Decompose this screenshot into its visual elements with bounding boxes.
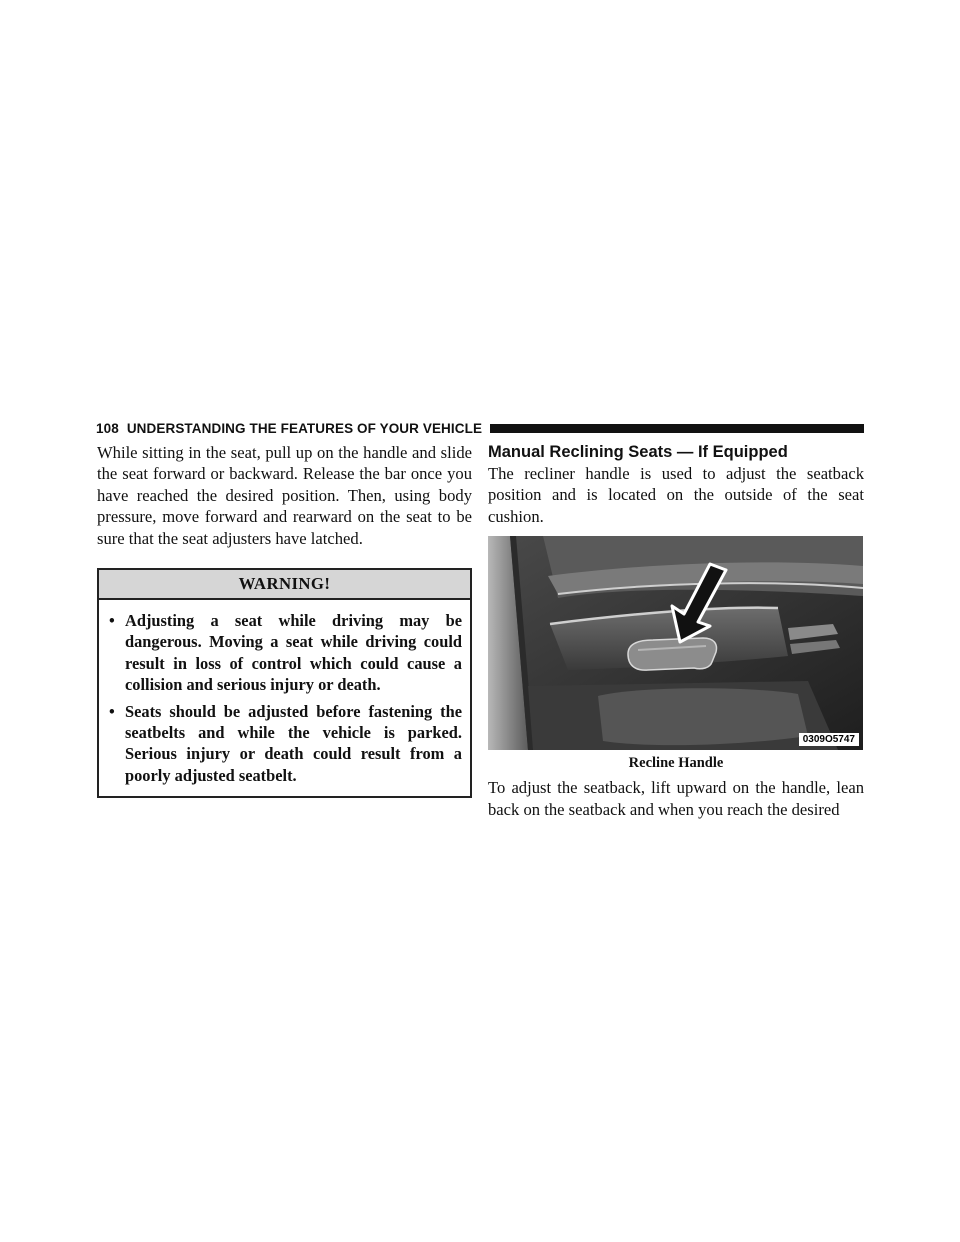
page-header <box>96 418 864 438</box>
section-heading: Manual Reclining Seats — If Equipped <box>488 443 788 461</box>
warning-item-text: Seats should be adjusted before fastening the seatbelts and while the vehicle is parked. Serious injury or death could result from a poorly adjusted seatbelt. <box>125 701 462 785</box>
figure-caption: Recline Handle <box>628 755 724 772</box>
warning-header <box>99 570 470 600</box>
figure-code: 0309O5747 <box>799 733 859 746</box>
intro-paragraph: While sitting in the seat, pull up on the handle and slide the seat forward or backward. Release the bar once you have reached the desired position. Then, using body pressure, move forward and rearward on the seat to be sure that the seat adjusters have latched. <box>97 443 472 548</box>
page-number: 108 <box>96 420 119 436</box>
recline-instructions: To adjust the seatback, lift upward on the handle, lean back on the seatback and when you reach the desired <box>488 778 864 819</box>
bullet-icon: • <box>109 701 115 721</box>
recline-handle-figure <box>488 536 863 750</box>
recliner-intro-paragraph: The recliner handle is used to adjust the seatback position and is located on the outside of the seat cushion. <box>488 464 864 526</box>
warning-list <box>99 600 470 796</box>
running-title: UNDERSTANDING THE FEATURES OF YOUR VEHICLE <box>126 420 483 436</box>
warning-item <box>109 610 462 696</box>
warning-title: WARNING! <box>238 574 331 594</box>
bullet-icon: • <box>109 611 115 631</box>
warning-item-text: Adjusting a seat while driving may be dangerous. Moving a seat while driving could result in loss of control which could cause a collision and serious injury or death. <box>125 611 462 695</box>
left-column <box>97 442 472 798</box>
warning-item <box>109 701 462 787</box>
right-column <box>488 442 864 820</box>
warning-box <box>97 568 472 798</box>
header-rule <box>490 424 864 433</box>
seat-illustration <box>488 536 863 750</box>
